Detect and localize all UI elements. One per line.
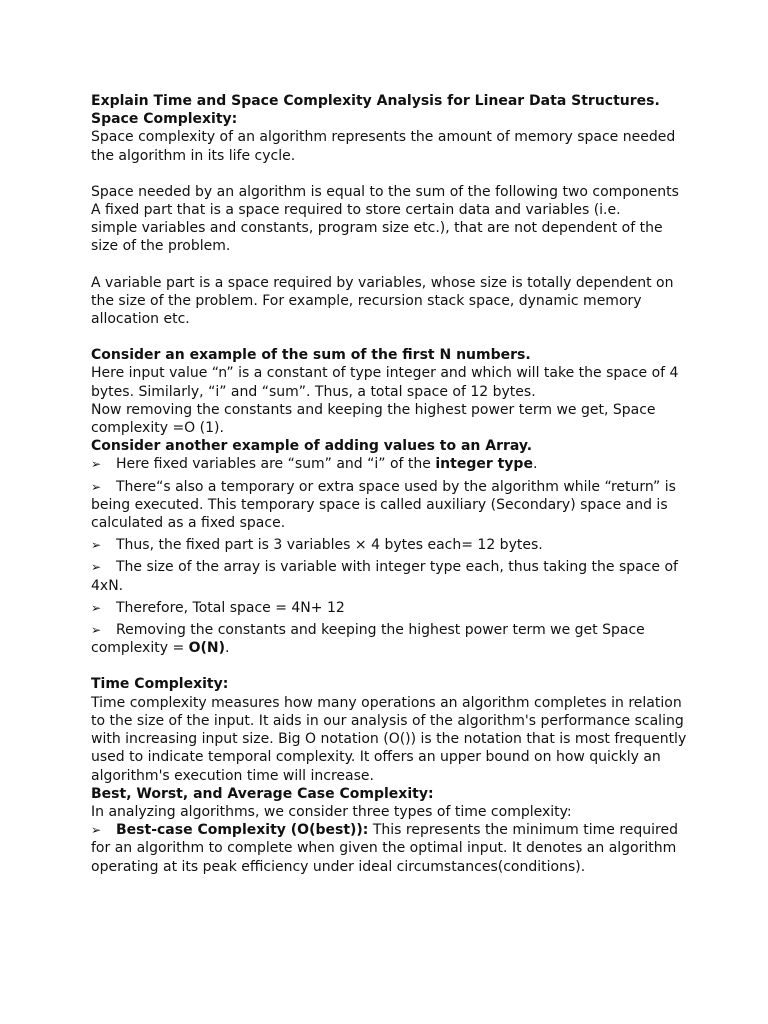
- time-paragraph-1: Time complexity measures how many operations an algorithm completes in relation to the size of the input. It aids in our analysis of the algorithm's performance scaling with increasing input size. Big O notation (O()) is the notation that is most frequently used to indicate temporal complexity. It offers an upper bound on how quickly an algorithm's execution time will increase.: [91, 694, 687, 784]
- time-complexity-heading: Time Complexity:: [91, 676, 229, 693]
- document-title: Explain Time and Space Complexity Analysis for Linear Data Structures.: [91, 93, 660, 109]
- space-paragraph-2b: simple variables and constants, program size etc.), that are not dependent of the size of the problem.: [91, 220, 663, 255]
- list-item: ➢ Thus, the fixed part is 3 variables × 4 bytes each= 12 bytes.: [91, 537, 543, 554]
- arrow-bullet-icon: ➢: [91, 623, 102, 638]
- arrow-bullet-icon: ➢: [91, 479, 102, 494]
- space-paragraph-2a: Space needed by an algorithm is equal to the sum of the following two components A fixed part that is a space required to store certain data and variables (i.e.: [91, 183, 679, 219]
- space-paragraph-3: A variable part is a space required by variables, whose size is totally dependent on the size of the problem. For example, recursion stack space, dynamic memory allocation etc.: [91, 274, 674, 328]
- arrow-bullet-icon: ➢: [91, 823, 102, 838]
- space-paragraph-1: Space complexity of an algorithm represents the amount of memory space needed the algorithm in its life cycle.: [91, 129, 676, 164]
- list-item: ➢ Therefore, Total space = 4N+ 12: [91, 599, 345, 616]
- list-item: ➢ Best-case Complexity (O(best)): This represents the minimum time required for an algorithm to complete when given the optimal input. It denotes an algorithm operating at its peak efficiency under ideal circumstances(conditions).: [91, 822, 678, 875]
- example1-paragraph-2: Now removing the constants and keeping the highest power term we get, Space complexity =O (1).: [91, 401, 656, 437]
- arrow-bullet-icon: ➢: [91, 457, 102, 472]
- list-item: ➢ The size of the array is variable with integer type each, thus taking the space of 4xN.: [91, 559, 678, 594]
- cases-heading: Best, Worst, and Average Case Complexity:: [91, 785, 434, 802]
- list-item: ➢ Here fixed variables are “sum” and “i” of the integer type.: [91, 456, 538, 473]
- list-item: ➢ There“s also a temporary or extra space used by the algorithm while “return” is being executed. This temporary space is called auxiliary (Secondary) space and is calculated as a fixed space.: [91, 478, 676, 532]
- document-page: [91, 92, 691, 876]
- arrow-bullet-icon: ➢: [91, 600, 102, 615]
- space-complexity-heading: Space Complexity:: [91, 111, 238, 128]
- example2-heading: Consider another example of adding values to an Array.: [91, 438, 533, 455]
- example1-heading: Consider an example of the sum of the first N numbers.: [91, 347, 531, 364]
- cases-paragraph-1: In analyzing algorithms, we consider three types of time complexity:: [91, 803, 572, 820]
- example1-paragraph-1: Here input value “n” is a constant of type integer and which will take the space of 4 bytes. Similarly, “i” and “sum”. Thus, a total space of 12 bytes.: [91, 365, 679, 400]
- arrow-bullet-icon: ➢: [91, 538, 102, 553]
- arrow-bullet-icon: ➢: [91, 560, 102, 575]
- list-item: ➢ Removing the constants and keeping the highest power term we get Space complexity = O(N).: [91, 622, 645, 657]
